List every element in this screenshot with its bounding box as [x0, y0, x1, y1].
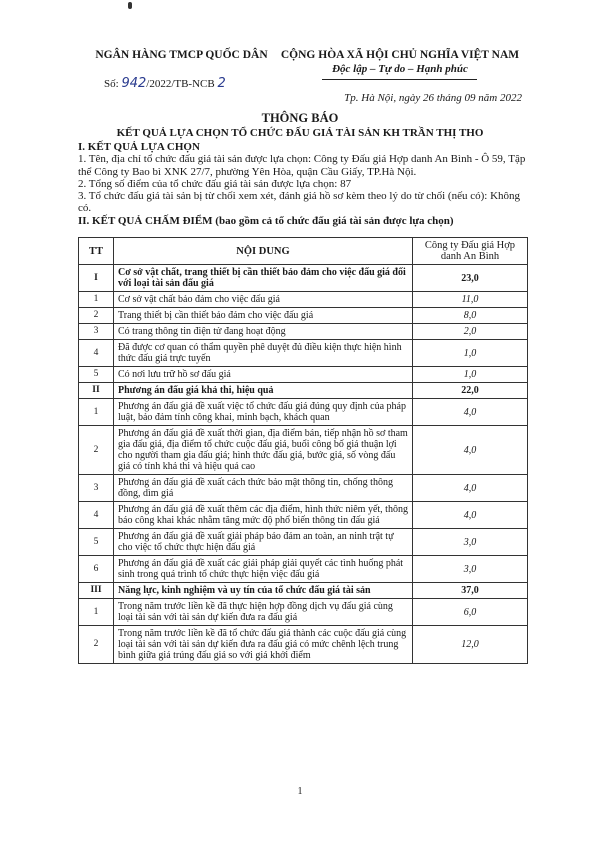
row-score: 4,0: [413, 426, 528, 475]
row-content: Phương án đấu giá đề xuất cách thức bảo mật thông tin, chống thông đồng, dìm giá: [114, 475, 413, 502]
page-number: 1: [297, 786, 303, 797]
table-row: [79, 324, 528, 340]
col-header-company: Công ty Đấu giá Hợp danh An Bình: [413, 238, 528, 265]
row-score: 23,0: [413, 265, 528, 292]
document-title: THÔNG BÁO: [261, 111, 339, 125]
bank-name: NGÂN HÀNG TMCP QUỐC DÂN: [95, 49, 268, 61]
row-tt: 1: [79, 292, 114, 308]
table-row: [79, 475, 528, 502]
section-1-heading: I. KẾT QUẢ LỰA CHỌN: [78, 141, 200, 153]
table-group-row: [79, 583, 528, 599]
row-score: 37,0: [413, 583, 528, 599]
row-content: Năng lực, kinh nghiệm và uy tín của tổ chức đấu giá tài sản: [114, 583, 413, 599]
row-tt: 5: [79, 529, 114, 556]
row-tt: III: [79, 583, 114, 599]
row-content: Cơ sở vật chất bảo đảm cho việc đấu giá: [114, 292, 413, 308]
table-row: [79, 599, 528, 626]
row-score: 4,0: [413, 502, 528, 529]
row-content: Trong năm trước liền kề đã thực hiện hợp đồng dịch vụ đấu giá cùng loại tài sản với tài sản dự kiến đưa ra đấu giá: [114, 599, 413, 626]
row-score: 1,0: [413, 367, 528, 383]
row-tt: 3: [79, 475, 114, 502]
document-subtitle: KẾT QUẢ LỰA CHỌN TỔ CHỨC ĐẤU GIÁ TÀI SẢN KH TRẦN THỊ THO: [116, 127, 484, 139]
document-body: [78, 141, 528, 227]
table-row: [79, 399, 528, 426]
document-number: [104, 76, 226, 91]
row-content: Đã được cơ quan có thẩm quyền phê duyệt đủ điều kiện thực hiện hình thức đấu giá trực tuyến: [114, 340, 413, 367]
table-row: [79, 626, 528, 664]
row-tt: 2: [79, 308, 114, 324]
section-2-heading: II. KẾT QUẢ CHẤM ĐIỂM (bao gồm cả tổ chức đấu giá tài sản được lựa chọn): [78, 214, 454, 227]
scan-mark: [128, 2, 132, 9]
row-tt: 3: [79, 324, 114, 340]
row-tt: 1: [79, 599, 114, 626]
section-1-item-3: 3. Tổ chức đấu giá tài sản bị từ chối xem xét, đánh giá hồ sơ kèm theo lý do từ chối (nếu có): Không có.: [78, 190, 521, 215]
table-row: [79, 529, 528, 556]
row-content: Phương án đấu giá đề xuất thêm các địa điểm, hình thức niêm yết, thông báo công khai khác nhằm tăng mức độ phổ biến thông tin đấu giá: [114, 502, 413, 529]
row-tt: 4: [79, 340, 114, 367]
row-content: Có trang thông tin điện tử đang hoạt động: [114, 324, 413, 340]
table-row: [79, 340, 528, 367]
row-score: 6,0: [413, 599, 528, 626]
table-group-row: [79, 265, 528, 292]
table-row: [79, 502, 528, 529]
row-content: Có nơi lưu trữ hồ sơ đấu giá: [114, 367, 413, 383]
row-content: Cơ sở vật chất, trang thiết bị cần thiết bảo đảm cho việc đấu giá đối với loại tài sản đấu giá: [114, 265, 413, 292]
national-motto: Độc lập – Tự do – Hạnh phúc: [332, 63, 468, 75]
row-score: 2,0: [413, 324, 528, 340]
row-score: 11,0: [413, 292, 528, 308]
row-content: Phương án đấu giá đề xuất việc tổ chức đấu giá đúng quy định của pháp luật, bảo đảm tính công khai, minh bạch, khách quan: [114, 399, 413, 426]
table-header-row: [79, 238, 528, 265]
row-score: 1,0: [413, 340, 528, 367]
row-tt: 6: [79, 556, 114, 583]
table-row: [79, 308, 528, 324]
row-score: 8,0: [413, 308, 528, 324]
row-tt: 5: [79, 367, 114, 383]
table-row: [79, 556, 528, 583]
number-handwritten: 942: [121, 76, 147, 91]
row-content: Phương án đấu giá đề xuất thời gian, địa điểm bán, tiếp nhận hồ sơ tham gia đấu giá, địa điểm tổ chức cuộc đấu giá, buổi công bố giá thuận lợi cho người tham gia đấu giá; hình thức đấu giá, bước giá, số vòng đấu giá có tính khả thi và hiệu quả cao: [114, 426, 413, 475]
table-row: [79, 426, 528, 475]
number-suffix: /2022/TB-NCB: [146, 78, 215, 90]
score-table: [78, 237, 528, 664]
row-score: 3,0: [413, 529, 528, 556]
section-1-item-2: 2. Tổng số điểm của tổ chức đấu giá tài sản được lựa chọn: 87: [78, 177, 352, 190]
row-tt: 2: [79, 626, 114, 664]
row-tt: 2: [79, 426, 114, 475]
row-tt: 4: [79, 502, 114, 529]
section-1-item-1: 1. Tên, địa chỉ tổ chức đấu giá tài sản được lựa chọn: Công ty Đấu giá Hợp danh An Bình - Ô 59, Tập thể Công ty Bao bì XNK 27/7, phường Yên Hòa, quận Cầu Giấy, TP.Hà Nội.: [78, 153, 526, 178]
score-table-body: [79, 265, 528, 664]
row-score: 3,0: [413, 556, 528, 583]
row-score: 4,0: [413, 475, 528, 502]
number-handwritten-tail: 2: [217, 76, 226, 91]
row-content: Phương án đấu giá đề xuất các giải pháp giải quyết các tình huống phát sinh trong quá trình tổ chức thực hiện việc đấu giá: [114, 556, 413, 583]
dateline: Tp. Hà Nội, ngày 26 tháng 09 năm 2022: [344, 92, 522, 104]
row-score: 22,0: [413, 383, 528, 399]
number-prefix: Số:: [104, 78, 119, 90]
table-row: [79, 292, 528, 308]
col-header-tt: TT: [79, 238, 114, 265]
col-header-content: NỘI DUNG: [114, 238, 413, 265]
table-group-row: [79, 383, 528, 399]
national-title: CỘNG HÒA XÃ HỘI CHỦ NGHĨA VIỆT NAM: [280, 49, 520, 61]
row-tt: II: [79, 383, 114, 399]
motto-underline: [322, 79, 477, 80]
row-content: Trong năm trước liền kề đã tổ chức đấu giá thành các cuộc đấu giá cùng loại tài sản với tài sản dự kiến đưa ra đấu giá có mức chênh lệch trung bình giữa giá trúng đấu giá so với giá khởi điểm: [114, 626, 413, 664]
row-content: Phương án đấu giá khả thi, hiệu quả: [114, 383, 413, 399]
table-row: [79, 367, 528, 383]
row-content: Trang thiết bị cần thiết bảo đảm cho việc đấu giá: [114, 308, 413, 324]
row-score: 4,0: [413, 399, 528, 426]
row-tt: 1: [79, 399, 114, 426]
row-content: Phương án đấu giá đề xuất giải pháp bảo đảm an toàn, an ninh trật tự cho việc tổ chức thực hiện đấu giá: [114, 529, 413, 556]
row-score: 12,0: [413, 626, 528, 664]
row-tt: I: [79, 265, 114, 292]
